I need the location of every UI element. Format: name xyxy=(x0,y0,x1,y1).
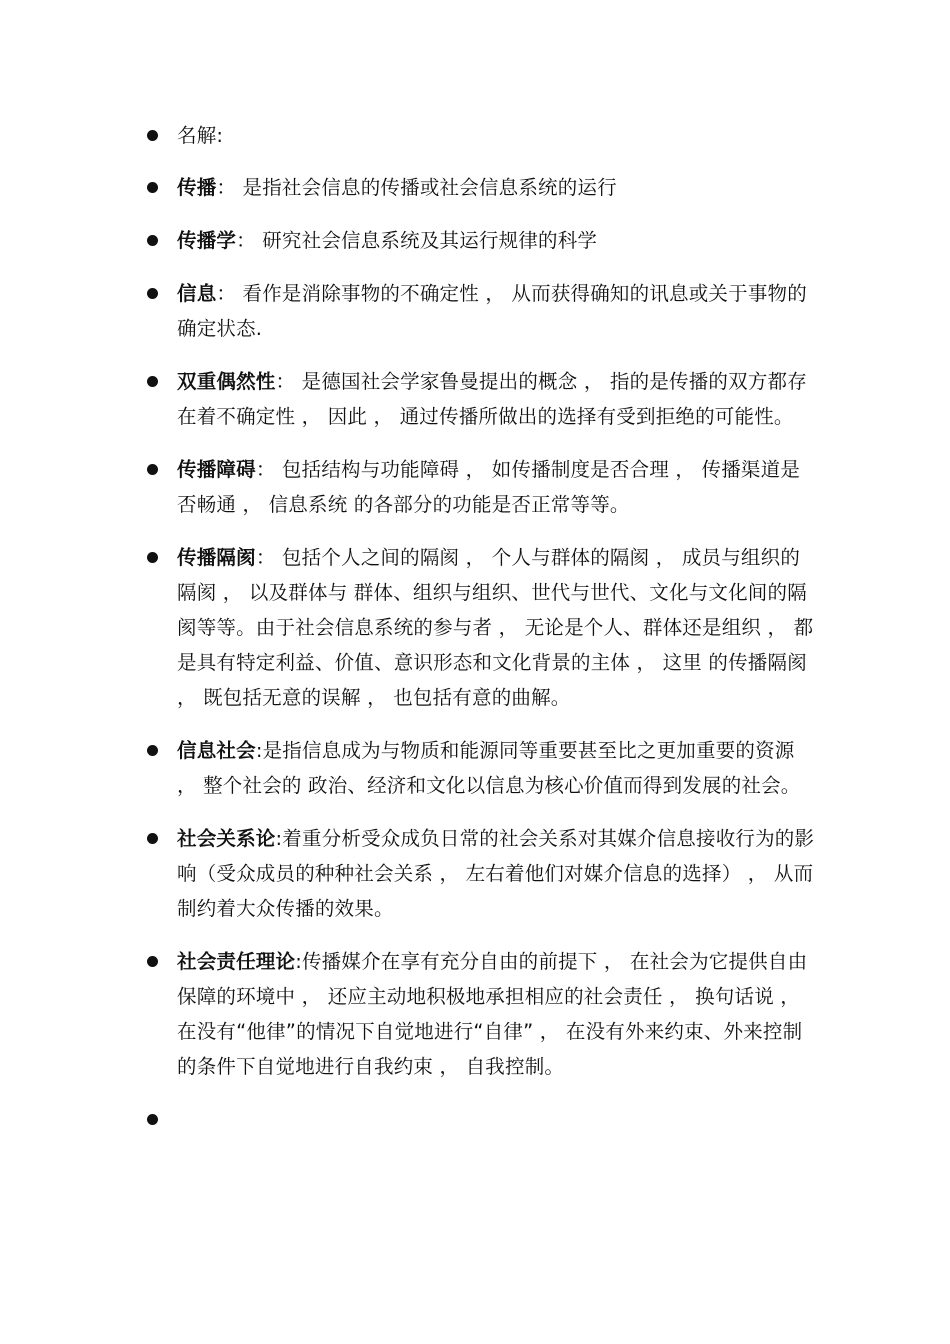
definition-text: 是指信息成为与物质和能源同等重要甚至比之更加重要的资源 ， 整个社会的 政治、经济和文化以信息为核心价值而得到发展的社会。 xyxy=(177,739,801,797)
term-separator: ： xyxy=(236,229,263,252)
term: 信息 xyxy=(177,282,217,305)
list-item xyxy=(145,170,815,205)
bullet-icon xyxy=(147,130,158,141)
list-item xyxy=(145,364,815,434)
bullet-icon xyxy=(147,956,158,967)
term: 传播 xyxy=(177,176,217,199)
bullet-icon xyxy=(147,464,158,475)
bullet-icon xyxy=(147,182,158,193)
list-item xyxy=(145,733,815,803)
term-separator: ： xyxy=(255,546,282,569)
term-separator: : xyxy=(255,739,263,762)
bullet-icon xyxy=(147,288,158,299)
bullet-icon xyxy=(147,833,158,844)
list-item xyxy=(145,276,815,346)
definition-text: 传播媒介在享有充分自由的前提下 ， 在社会为它提供自由保障的环境中 ， 还应主动地积极地承担相应的社会责任 ， 换句话说 ， 在没有“他律”的情况下自觉地进行“自律” ， 在没有外来约束、外来控制的条件下自觉地进行自我约束 ， 自我控制。 xyxy=(177,950,808,1078)
term-separator: : xyxy=(295,950,302,973)
term: 传播隔阂 xyxy=(177,546,256,569)
bullet-icon xyxy=(147,745,158,756)
definition-text: 研究社会信息系统及其运行规律的科学 xyxy=(262,229,598,252)
definition-text: 看作是消除事物的不确定性 ， 从而获得确知的讯息或关于事物的确定状态. xyxy=(177,282,807,340)
glossary-list xyxy=(145,118,815,1155)
list-item xyxy=(145,223,815,258)
definition-text: 是指社会信息的传播或社会信息系统的运行 xyxy=(242,176,617,199)
definition-text: 名解: xyxy=(177,124,224,147)
term: 传播学 xyxy=(177,229,237,252)
list-item xyxy=(145,944,815,1084)
definition-text: 包括结构与功能障碍 ， 如传播制度是否合理 ， 传播渠道是否畅通 ， 信息系统 的各部分的功能是否正常等等。 xyxy=(177,458,801,516)
definition-text: 着重分析受众成负日常的社会关系对其媒介信息接收行为的影响（受众成员的种种社会关系 ， 左右着他们对媒介信息的选择） ， 从而制约着大众传播的效果。 xyxy=(177,827,815,920)
term-separator: ： xyxy=(216,282,243,305)
bullet-icon xyxy=(147,552,158,563)
definition-text: 是德国社会学家鲁曼提出的概念 ， 指的是传播的双方都存在着不确定性 ， 因此 ， 通过传播所做出的选择有受到拒绝的可能性。 xyxy=(177,370,807,428)
list-item-empty xyxy=(145,1102,815,1137)
term: 双重偶然性 xyxy=(177,370,276,393)
list-item xyxy=(145,118,815,153)
term-separator: ： xyxy=(255,458,282,481)
term: 社会关系论 xyxy=(177,827,276,850)
term: 社会责任理论 xyxy=(177,950,296,973)
term-separator: : xyxy=(275,827,283,850)
bullet-icon xyxy=(147,235,158,246)
term-separator: ： xyxy=(216,176,243,199)
list-item xyxy=(145,540,815,715)
list-item xyxy=(145,452,815,522)
term-separator: ： xyxy=(275,370,302,393)
term: 传播障碍 xyxy=(177,458,256,481)
definition-text: 包括个人之间的隔阂 ， 个人与群体的隔阂 ， 成员与组织的隔阂 ， 以及群体与 群体、组织与组织、世代与世代、文化与文化间的隔阂等等。由于社会信息系统的参与者 ， 无论是个人、群体还是组织 ， 都是具有特定利益、价值、意识形态和文化背景的主体 ， 这里 的传播隔阂 ， 既包括无意的误解 ， 也包括有意的曲解。 xyxy=(177,546,814,709)
term: 信息社会 xyxy=(177,739,256,762)
list-item xyxy=(145,821,815,926)
bullet-icon xyxy=(147,1114,158,1125)
bullet-icon xyxy=(147,376,158,387)
